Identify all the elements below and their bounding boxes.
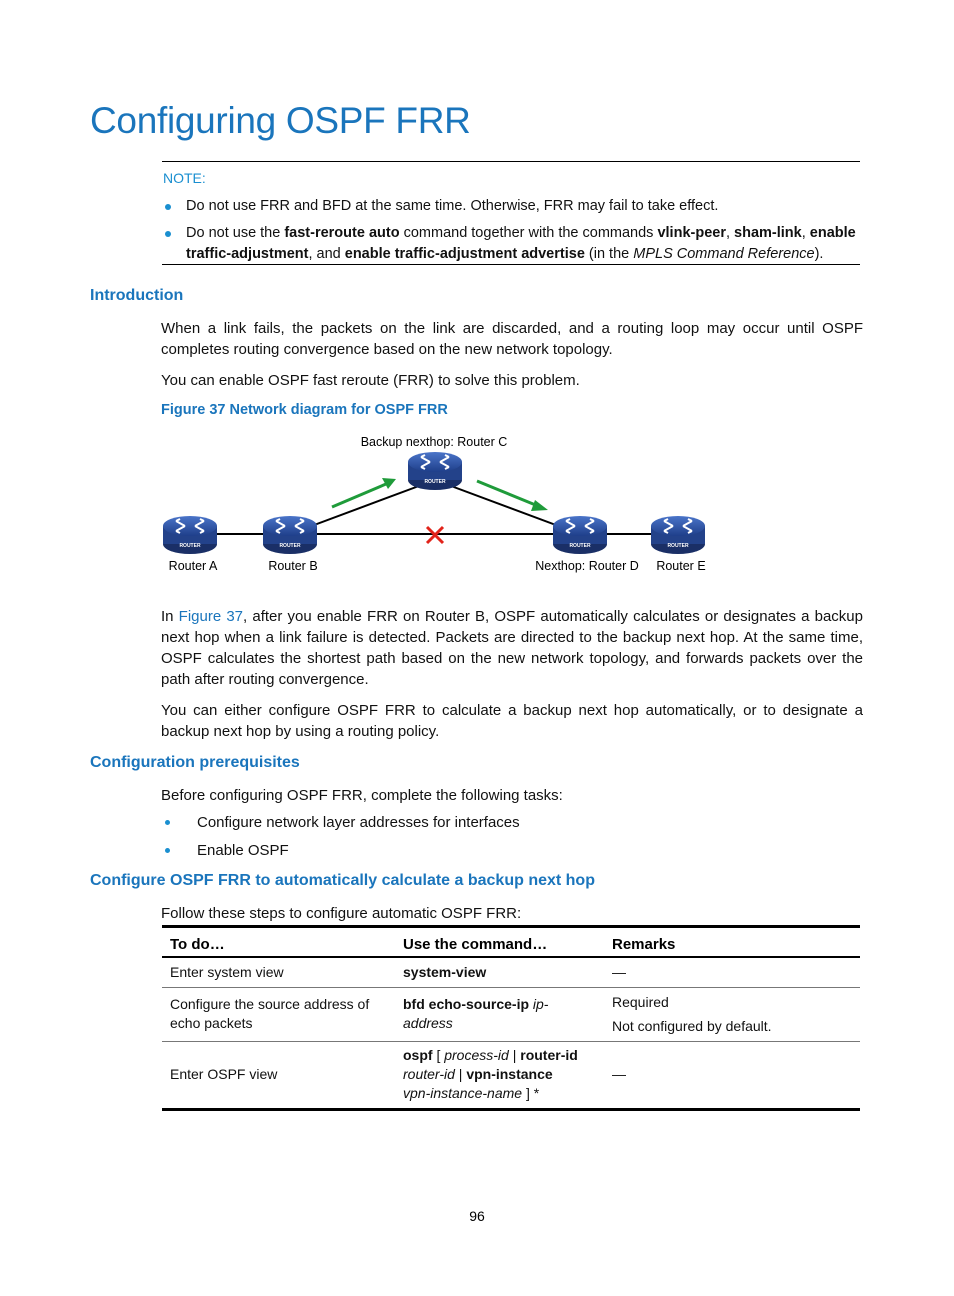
note-bottom-rule [162, 264, 860, 265]
prereq-item-1: Configure network layer addresses for interfaces [197, 814, 520, 831]
table-cell-command: ospf [ process-id | router-id router-id | vpn-instance vpn-instance-name ] * [395, 1041, 604, 1109]
router-e-icon [651, 516, 705, 554]
table-row [162, 987, 860, 1041]
label-router-e: Router E [656, 559, 706, 573]
bullet-icon [165, 820, 170, 825]
svg-text:ROUTER: ROUTER [569, 543, 591, 549]
table-header-remarks: Remarks [604, 927, 860, 958]
auto-intro: Follow these steps to configure automatic OSPF FRR: [161, 905, 522, 922]
page-title: Configuring OSPF FRR [90, 100, 471, 141]
bullet-icon [165, 848, 170, 853]
page-number: 96 [469, 1208, 485, 1224]
table-header-row [162, 927, 860, 958]
label-router-d: Nexthop: Router D [535, 559, 639, 573]
label-router-a: Router A [168, 559, 218, 573]
router-b-icon [263, 516, 317, 554]
backup-path-arrow-1 [332, 478, 396, 507]
backup-path-arrow-2 [477, 481, 548, 511]
table-cell-todo: Enter system view [162, 957, 395, 987]
router-a-icon [163, 516, 217, 554]
table-cell-remarks: Required Not configured by default. [604, 987, 860, 1041]
intro-paragraph-2: You can enable OSPF fast reroute (FRR) to solve this problem. [161, 372, 580, 389]
note-label: NOTE: [163, 170, 206, 186]
intro-paragraph-1: When a link fails, the packets on the link are discarded, and a routing loop may occur until OSPF completes routing convergence based on the new network topology. [161, 320, 863, 358]
note-top-rule [162, 161, 860, 162]
intro-paragraph-4: You can either configure OSPF FRR to calculate a backup next hop automatically, or to designate a backup next hop by using a routing policy. [161, 702, 863, 740]
table-cell-todo: Configure the source address of echo packets [162, 987, 395, 1041]
figure-link[interactable]: Figure 37 [178, 608, 244, 625]
router-c-icon [408, 452, 462, 490]
table-row [162, 1041, 860, 1109]
table-cell-remarks: — [604, 1041, 860, 1109]
note-item-1: Do not use FRR and BFD at the same time. Otherwise, FRR may fail to take effect. [186, 198, 719, 214]
note-item-2: Do not use the fast-reroute auto command together with the commands vlink-peer, sham-link, enable traffic-adjustment, and enable traffic-adjustment advertise (in the MPLS Command Reference). [186, 225, 856, 262]
svg-text:ROUTER: ROUTER [667, 543, 689, 549]
prereq-intro: Before configuring OSPF FRR, complete the following tasks: [161, 787, 563, 804]
svg-text:ROUTER: ROUTER [424, 479, 446, 485]
table-row [162, 957, 860, 987]
table-cell-command: system-view [395, 957, 604, 987]
router-d-icon [553, 516, 607, 554]
table-header-todo: To do… [162, 927, 395, 958]
table-cell-todo: Enter OSPF view [162, 1041, 395, 1109]
heading-auto-frr: Configure OSPF FRR to automatically calculate a backup next hop [90, 872, 595, 889]
heading-introduction: Introduction [90, 287, 184, 304]
bullet-icon [165, 231, 171, 237]
table-cell-command: bfd echo-source-ip ip-address [395, 987, 604, 1041]
prereq-item-2: Enable OSPF [197, 842, 289, 859]
svg-text:ROUTER: ROUTER [279, 543, 301, 549]
table-header-command: Use the command… [395, 927, 604, 958]
bullet-icon [165, 204, 171, 210]
label-router-b: Router B [268, 559, 318, 573]
heading-prerequisites: Configuration prerequisites [90, 754, 300, 771]
svg-text:ROUTER: ROUTER [179, 543, 201, 549]
intro-paragraph-3: In Figure 37, after you enable FRR on Router B, OSPF automatically calculates or designates a backup next hop when a link failure is detected. Packets are directed to the backup next hop. At the same time, OSPF calculates the shortest path based on the new network topology, and forwards packets over the path after routing convergence. [161, 608, 863, 688]
figure-caption: Figure 37 Network diagram for OSPF FRR [161, 402, 448, 418]
table-cell-remarks: — [604, 957, 860, 987]
network-diagram [150, 428, 730, 588]
label-router-c: Backup nexthop: Router C [360, 435, 508, 449]
command-table [162, 925, 860, 1111]
